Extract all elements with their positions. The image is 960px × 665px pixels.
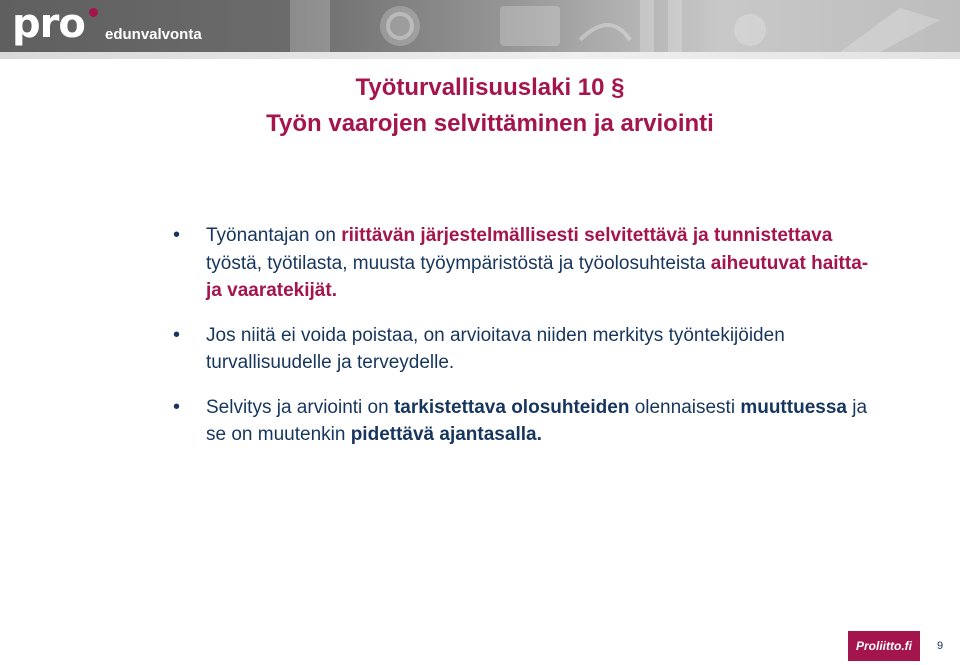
header-banner: [0, 0, 960, 52]
decorative-tools-image: [280, 0, 960, 52]
page-number: 9: [936, 640, 944, 652]
bullet-item: • Selvitys ja arviointi on tarkistettava olosuhteiden olennaisesti muuttuessa ja se on muutenkin pidettävä ajantasalla.: [173, 394, 873, 449]
header-underline: [0, 52, 960, 59]
slide-title: Työturvallisuuslaki 10 §: [355, 74, 625, 101]
slide-subtitle: Työn vaarojen selvittäminen ja arviointi: [266, 110, 714, 137]
proliitto-logo[interactable]: Proliitto.fi: [848, 631, 920, 661]
bullet-item: • Jos niitä ei voida poistaa, on arvioitava niiden merkitys työntekijöiden turvallisuudelle ja terveydelle.: [173, 322, 873, 377]
bullet-list: [173, 222, 873, 466]
pro-logo[interactable]: pro: [12, 1, 85, 47]
logo-subtitle: edunvalvonta: [105, 26, 202, 43]
logo-dot: [89, 8, 98, 17]
bullet-item: • Työnantajan on riittävän järjestelmällisesti selvitettävä ja tunnistettava työstä, työtilasta, muusta työympäristöstä ja työolosuhteista aiheutuvat haitta- ja vaaratekijät.: [173, 222, 873, 305]
